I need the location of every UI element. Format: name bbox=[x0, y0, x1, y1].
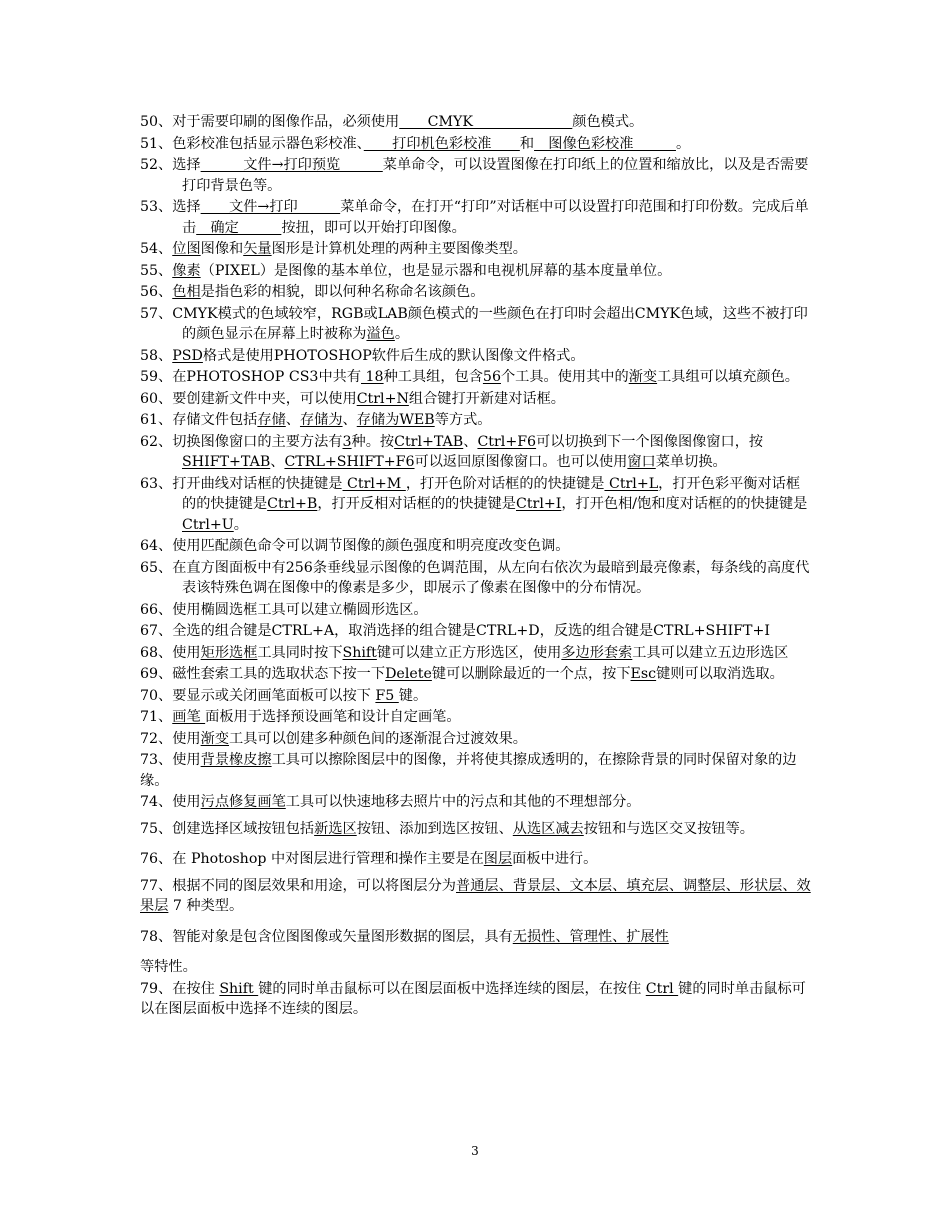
answer-blank: F5 bbox=[375, 687, 399, 704]
question-item-61 bbox=[140, 410, 812, 431]
question-text: 键的同时单击鼠标可以在图层面板中选择连续的图层，在按住 bbox=[258, 980, 646, 997]
answer-blank: 普通层、背景层、文本层、填充层、调整层、形状层、效果层 bbox=[140, 877, 811, 914]
answer-blank: 图像色彩校准 bbox=[534, 135, 676, 152]
answer-blank: 窗口 bbox=[627, 454, 656, 470]
answer-blank: Ctrl+I bbox=[515, 496, 562, 512]
question-text: ，打开反相对话框的的快捷键是 bbox=[317, 496, 516, 512]
answer-blank: SHIFT+TAB bbox=[182, 454, 271, 470]
question-item-64 bbox=[140, 536, 812, 557]
answer-blank: 溢色 bbox=[366, 326, 395, 342]
question-text: 、 bbox=[270, 454, 285, 470]
question-text: （PIXEL）是图像的基本单位，也是显示器和电视机屏幕的基本度量单位。 bbox=[200, 262, 672, 279]
question-text: 55、 bbox=[140, 262, 173, 279]
question-text: 键。 bbox=[398, 687, 428, 704]
question-text: 图形是计算机处理的两种主要图像类型。 bbox=[271, 241, 527, 257]
answer-blank: Ctrl+N bbox=[356, 390, 409, 407]
question-text: 79、在按住 bbox=[140, 980, 220, 997]
answer-blank: 18 bbox=[361, 369, 384, 385]
question-text: 78、智能对象是包含位图图像或矢量图形数据的图层，具有 bbox=[140, 928, 513, 945]
question-item-78b bbox=[140, 957, 812, 978]
question-text: 工具可以快速地移去照片中的污点和其他的不理想部分。 bbox=[285, 794, 641, 810]
answer-blank: CMYK bbox=[399, 114, 573, 130]
question-item-71 bbox=[140, 707, 812, 728]
question-text: 工具可以擦除图层中的图像，并将使其擦成透明的，在擦除背景的同时保留对象的边缘。 bbox=[140, 752, 797, 789]
answer-blank: Ctrl+F6 bbox=[477, 433, 537, 450]
answer-blank: 图层 bbox=[483, 851, 513, 867]
answer-blank: Shift bbox=[342, 644, 377, 661]
question-item-50 bbox=[140, 112, 812, 133]
answer-blank: 新选区 bbox=[314, 820, 357, 837]
question-text: 工具组可以填充颜色。 bbox=[657, 369, 799, 385]
answer-blank: 3 bbox=[342, 433, 352, 450]
answer-blank: 渐变 bbox=[628, 369, 658, 385]
question-text: 76、在 Photoshop 中对图层进行管理和操作主要是在 bbox=[140, 851, 484, 867]
answer-blank: CTRL+SHIFT+F6 bbox=[284, 454, 415, 470]
question-item-53 bbox=[140, 197, 812, 238]
question-text: 67、全选的组合键是CTRL+A，取消选择的组合键是CTRL+D，反选的组合键是CTRL+SHIFT+I bbox=[140, 623, 770, 639]
answer-blank: 背景橡皮擦 bbox=[200, 752, 272, 768]
question-text: 。 bbox=[675, 135, 691, 152]
question-text: 63、打开曲线对话框的快捷键是 bbox=[140, 475, 343, 492]
question-text: 68、使用 bbox=[140, 644, 201, 661]
question-text: 66、使用椭圆选框工具可以建立椭圆形选区。 bbox=[140, 601, 428, 618]
page-number: 3 bbox=[471, 1144, 479, 1158]
question-item-60 bbox=[140, 389, 812, 410]
question-text: 64、使用匹配颜色命令可以调节图像的颜色强度和明亮度改变色调。 bbox=[140, 538, 570, 554]
question-item-75 bbox=[140, 819, 812, 840]
question-text: 图像和 bbox=[200, 241, 244, 257]
question-item-57 bbox=[140, 304, 812, 345]
answer-blank: Ctrl+B bbox=[267, 496, 318, 512]
question-text: 可以切换到下一个图像图像窗口，按 bbox=[536, 433, 764, 450]
question-text: 菜单命令，在打开“打印”对话框中可以设置打印范围和打印份数。完成后单击 bbox=[182, 199, 809, 236]
question-item-68 bbox=[140, 643, 812, 664]
question-text: 、 bbox=[463, 433, 478, 450]
answer-blank: Ctrl+L bbox=[604, 475, 659, 492]
question-item-58 bbox=[140, 346, 812, 367]
answer-blank: 打印机色彩校准 bbox=[363, 135, 520, 152]
answer-blank: 确定 bbox=[196, 219, 282, 236]
question-item-72 bbox=[140, 729, 812, 750]
question-text: 72、使用 bbox=[140, 730, 201, 747]
question-item-73 bbox=[140, 750, 812, 791]
question-text: 73、使用 bbox=[140, 752, 201, 768]
question-text: 键的同时单击鼠标可以在图层面板中选择不连续的图层。 bbox=[140, 980, 806, 1017]
question-text: 等特性。 bbox=[140, 959, 197, 975]
question-text: 按钮、添加到选区按钮、 bbox=[356, 820, 513, 837]
question-text: 可以返回原图像窗口。也可以使用 bbox=[414, 454, 628, 470]
question-text: ，打开色相/饱和度对话框的的快捷键是 bbox=[561, 496, 808, 512]
question-item-70 bbox=[140, 686, 812, 707]
question-text: 53、选择 bbox=[140, 199, 201, 215]
question-item-51 bbox=[140, 134, 812, 155]
question-text: ，打开色彩平衡对话框的的快捷键是 bbox=[182, 475, 801, 512]
question-text: 56、 bbox=[140, 284, 173, 300]
question-text: 57、CMYK模式的色域较窄，RGB或LAB颜色模式的一些颜色在打印时会超出CMYK色域，这些不被打印的颜色显示在屏幕上时被称为 bbox=[140, 305, 808, 342]
question-text: 54、 bbox=[140, 241, 173, 257]
question-text: ，打开色阶对话框的的快捷键是 bbox=[405, 475, 605, 492]
answer-blank: 文件→打印预览 bbox=[200, 157, 383, 173]
answer-blank: Delete bbox=[385, 666, 432, 682]
question-text: 种工具组，包含 bbox=[383, 369, 483, 385]
question-text: 。 bbox=[394, 326, 410, 342]
answer-blank: 存储为 bbox=[299, 412, 343, 428]
question-item-65 bbox=[140, 558, 812, 599]
question-text: 菜单切换。 bbox=[655, 454, 727, 470]
question-text: 面板用于选择预设画笔和设计自定画笔。 bbox=[205, 709, 461, 725]
question-text: 52、选择 bbox=[140, 157, 201, 173]
question-text: 键则可以取消选取。 bbox=[656, 666, 784, 682]
question-text: 种。按 bbox=[351, 433, 395, 450]
question-text: 58、 bbox=[140, 347, 173, 364]
question-text: 65、在直方图面板中有256条垂线显示图像的色调范围，从左向右依次为最暗到最亮像素，每条线的高度代表该特殊色调在图像中的像素是多少，即展示了像素在图像中的分布情况。 bbox=[140, 559, 810, 596]
answer-blank: Esc bbox=[630, 666, 657, 682]
answer-blank: 矢量 bbox=[243, 241, 272, 257]
answer-blank: Ctrl+M bbox=[342, 475, 406, 492]
question-text: 是指色彩的相貌，即以何种名称命名该颜色。 bbox=[200, 284, 485, 300]
question-item-55 bbox=[140, 261, 812, 282]
answer-blank: 从选区减去 bbox=[512, 820, 584, 837]
question-text: 59、在PHOTOSHOP CS3中共有 bbox=[140, 369, 362, 385]
answer-blank: 画笔 bbox=[172, 709, 206, 725]
question-item-79 bbox=[140, 979, 812, 1020]
question-item-63 bbox=[140, 474, 812, 536]
question-text: 面板中进行。 bbox=[512, 851, 598, 867]
question-text: 组合键打开新建对话框。 bbox=[408, 390, 565, 407]
answer-blank: 渐变 bbox=[200, 730, 230, 747]
question-text: 74、使用 bbox=[140, 794, 201, 810]
answer-blank: 存储为WEB bbox=[356, 412, 435, 428]
question-text: 70、要显示或关闭画笔面板可以按下 bbox=[140, 687, 376, 704]
answer-blank: 污点修复画笔 bbox=[200, 794, 286, 810]
question-text: 个工具。使用其中的 bbox=[500, 369, 629, 385]
question-text: 按钮和与选区交叉按钮等。 bbox=[583, 820, 754, 837]
question-text: 工具可以创建多种颜色间的逐渐混合过渡效果。 bbox=[229, 730, 527, 747]
question-text: 62、切换图像窗口的主要方法有 bbox=[140, 433, 343, 450]
answer-blank: 多边形套索 bbox=[561, 644, 633, 661]
question-text: 50、对于需要印刷的图像作品，必须使用 bbox=[140, 114, 400, 130]
question-text: 、 bbox=[342, 412, 357, 428]
question-item-69 bbox=[140, 664, 812, 685]
question-item-74 bbox=[140, 792, 812, 813]
question-item-76 bbox=[140, 849, 812, 870]
question-text: 和 bbox=[519, 135, 535, 152]
question-text: 75、创建选择区域按钮包括 bbox=[140, 820, 315, 837]
answer-blank: 矩形选框 bbox=[200, 644, 258, 661]
answer-blank: Ctrl+U bbox=[182, 516, 234, 533]
answer-blank: 无损性、管理性、扩展性 bbox=[512, 928, 669, 945]
question-list bbox=[140, 112, 812, 1021]
question-text: 、 bbox=[285, 412, 300, 428]
question-item-78 bbox=[140, 927, 812, 948]
question-text: 等方式。 bbox=[434, 412, 492, 428]
question-text: 51、色彩校准包括显示器色彩校准、 bbox=[140, 135, 364, 152]
answer-blank: Ctrl bbox=[645, 980, 679, 997]
answer-blank: 56 bbox=[482, 369, 501, 385]
answer-blank: PSD bbox=[172, 347, 203, 364]
answer-blank: 像素 bbox=[172, 262, 201, 279]
question-text: 。 bbox=[233, 516, 248, 533]
answer-blank: 位图 bbox=[172, 241, 201, 257]
question-item-62 bbox=[140, 432, 812, 473]
question-text: 61、存储文件包括 bbox=[140, 412, 258, 428]
question-item-67 bbox=[140, 621, 812, 642]
question-text: 菜单命令，可以设置图像在打印纸上的位置和缩放比，以及是否需要打印背景色等。 bbox=[182, 157, 809, 194]
question-text: 7 种类型。 bbox=[168, 898, 244, 914]
answer-blank: 存储 bbox=[257, 412, 286, 428]
question-text: 格式是使用PHOTOSHOP软件后生成的默认图像文件格式。 bbox=[202, 347, 585, 364]
question-item-56 bbox=[140, 282, 812, 303]
question-text: 键可以建立正方形选区，使用 bbox=[376, 644, 562, 661]
question-text: 77、根据不同的图层效果和用途，可以将图层分为 bbox=[140, 877, 456, 894]
question-item-52 bbox=[140, 155, 812, 196]
question-item-77 bbox=[140, 876, 812, 917]
question-text: 69、磁性套索工具的选取状态下按一下 bbox=[140, 666, 386, 682]
answer-blank: Ctrl+TAB bbox=[394, 433, 464, 450]
question-item-66 bbox=[140, 600, 812, 621]
question-text: 键可以删除最近的一个点，按下 bbox=[431, 666, 631, 682]
answer-blank: 色相 bbox=[172, 284, 201, 300]
question-item-59 bbox=[140, 367, 812, 388]
question-text: 工具同时按下 bbox=[257, 644, 343, 661]
question-text: 60、要创建新文件中夹，可以使用 bbox=[140, 390, 357, 407]
question-item-54 bbox=[140, 239, 812, 260]
question-text: 按扭，即可以开始打印图像。 bbox=[281, 219, 466, 236]
answer-blank: 文件→打印 bbox=[200, 199, 341, 215]
question-text: 工具可以建立五边形选区 bbox=[632, 644, 789, 661]
question-text: 71、 bbox=[140, 709, 173, 725]
answer-blank: Shift bbox=[219, 980, 259, 997]
question-text: 颜色模式。 bbox=[572, 114, 644, 130]
